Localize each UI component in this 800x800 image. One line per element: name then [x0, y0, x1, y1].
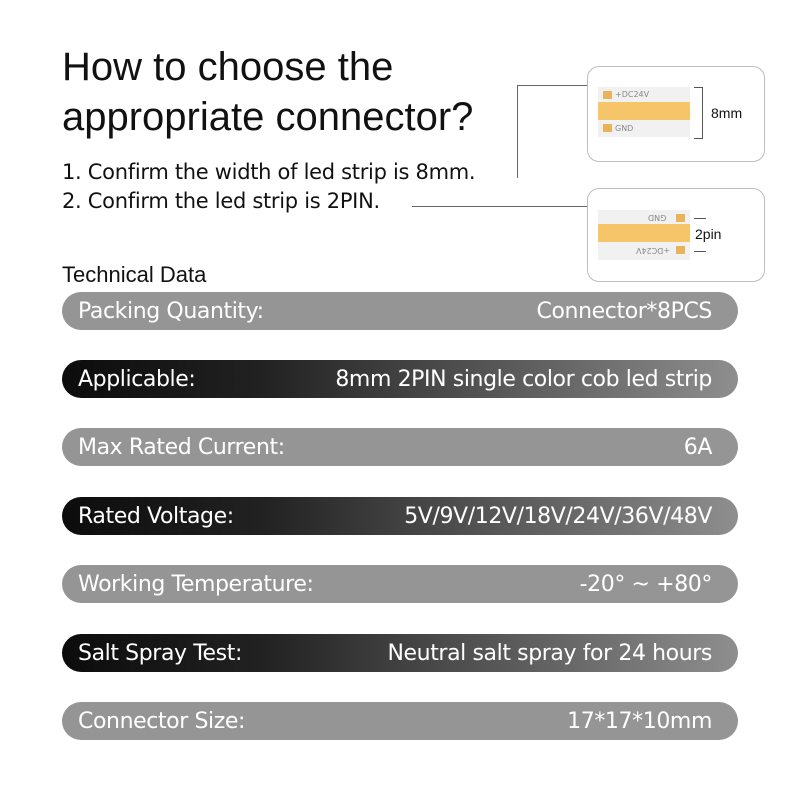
- spec-label: Salt Spray Test:: [78, 640, 242, 666]
- width-label: 8mm: [711, 105, 743, 121]
- leader-line-8mm: [517, 85, 588, 178]
- spec-label: Applicable:: [78, 366, 196, 392]
- cob-light-band: [598, 102, 690, 120]
- led-strip-illustration: [598, 87, 690, 137]
- strip-top-label: GND: [648, 213, 667, 222]
- solder-pad: [676, 246, 685, 254]
- spec-row-rated-voltage: [62, 497, 738, 535]
- spec-row-salt-spray-test: [62, 634, 738, 672]
- cob-light-band: [598, 224, 690, 242]
- pin-tick: [694, 218, 706, 219]
- spec-row-packing-quantity: [62, 292, 738, 330]
- strip-bottom-label: GND: [615, 124, 634, 133]
- step-1-text: 1. Confirm the width of led strip is 8mm.: [62, 160, 476, 184]
- spec-value: Connector*8PCS: [536, 298, 712, 324]
- spec-value: 17*17*10mm: [567, 708, 712, 734]
- spec-row-max-rated-current: [62, 428, 738, 466]
- section-title: Technical Data: [62, 262, 207, 287]
- width-bracket: [694, 87, 703, 139]
- solder-pad: [603, 91, 612, 99]
- spec-label: Working Temperature:: [78, 571, 314, 597]
- strip-bottom-label: +DC24V: [636, 246, 671, 255]
- pin-label: 2pin: [695, 226, 722, 242]
- spec-label: Packing Quantity:: [78, 298, 264, 324]
- step-2-text: 2. Confirm the led strip is 2PIN.: [62, 189, 380, 213]
- solder-pad: [676, 214, 685, 222]
- spec-value: Neutral salt spray for 24 hours: [387, 640, 712, 666]
- title-line-2: appropriate connector?: [62, 95, 474, 139]
- leader-line-2pin: [412, 206, 588, 207]
- spec-label: Max Rated Current:: [78, 434, 285, 460]
- spec-value: 6A: [683, 434, 712, 460]
- spec-value: -20° ~ +80°: [579, 571, 712, 597]
- spec-row-working-temperature: [62, 565, 738, 603]
- spec-label: Rated Voltage:: [78, 503, 234, 529]
- spec-value: 5V/9V/12V/18V/24V/36V/48V: [404, 503, 712, 529]
- spec-label: Connector Size:: [78, 708, 246, 734]
- solder-pad: [603, 124, 612, 132]
- title-line-1: How to choose the: [62, 45, 394, 89]
- pin-count-diagram: [587, 188, 765, 282]
- spec-row-connector-size: [62, 702, 738, 740]
- led-strip-illustration: [598, 210, 690, 260]
- spec-row-applicable: [62, 360, 738, 398]
- pin-tick: [694, 251, 706, 252]
- strip-width-diagram: [587, 66, 765, 162]
- strip-top-label: +DC24V: [615, 90, 650, 99]
- page-title: [62, 42, 473, 142]
- spec-value: 8mm 2PIN single color cob led strip: [335, 366, 712, 392]
